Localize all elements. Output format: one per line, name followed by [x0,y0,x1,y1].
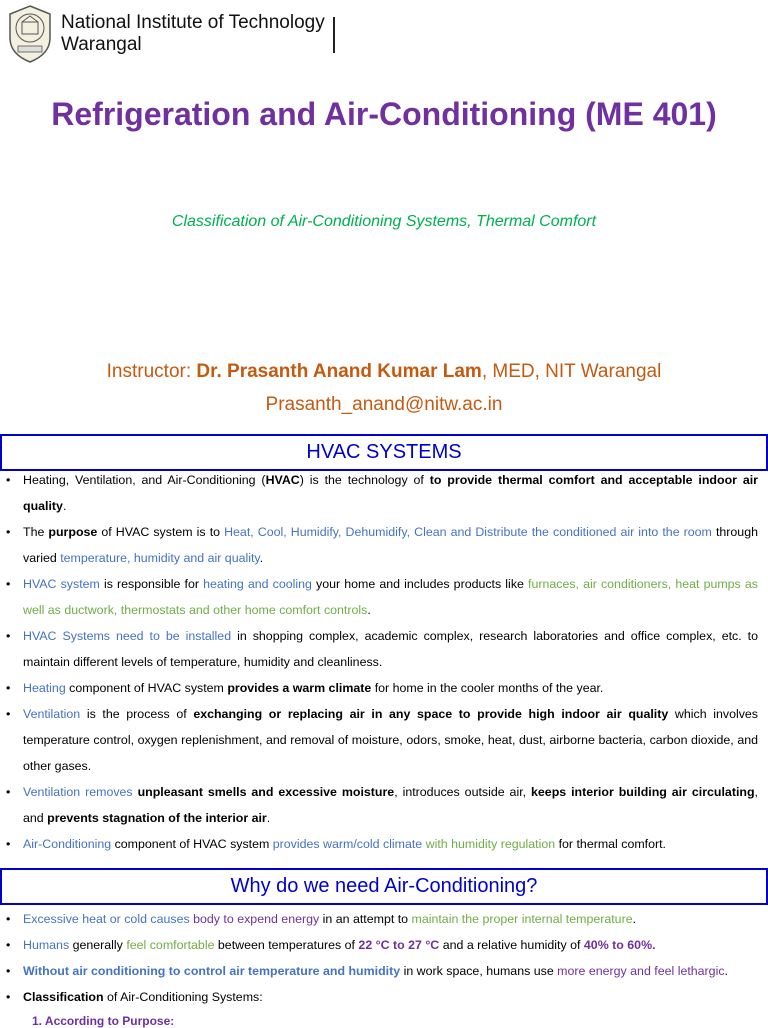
list-item: • Ventilation is the process of exchanging or replacing air in any space to provide high indoor air quality which involves temperature control, oxygen replenishment, and removal of moisture, odors, smoke, heat, dust, airborne bacteria, carbon dioxide, and other gases. [0,701,768,779]
bullet-icon: • [6,990,11,1004]
why-ac-heading: Why do we need Air-Conditioning? [0,868,768,905]
instructor-prefix: Instructor: [106,361,197,382]
page-title: Refrigeration and Air-Conditioning (ME 401) [51,96,717,132]
bullet-icon: • [6,577,11,591]
header-divider [333,17,335,53]
header [0,0,768,70]
sub-list-item: 1. According to Purpose: [32,1014,175,1028]
institute-line1: National Institute of Technology [61,12,325,33]
instructor-line [0,361,768,383]
list-item: • Heating, Ventilation, and Air-Conditioning (HVAC) is the technology of to provide thermal comfort and acceptable indoor air quality. [0,467,768,519]
instructor-email: Prasanth_anand@nitw.ac.in [265,394,503,415]
hvac-bullet-list [0,467,768,857]
list-item: • HVAC Systems need to be installed in shopping complex, academic complex, research laboratories and office complex, etc. to maintain different levels of temperature, humidity and cleanliness. [0,623,768,675]
hvac-heading: HVAC SYSTEMS [0,434,768,471]
institute-line2: Warangal [61,34,142,55]
instructor-suffix: , MED, NIT Warangal [481,361,662,382]
subtitle: Classification of Air-Conditioning Systems, Thermal Comfort [171,213,597,230]
bullet-icon: • [6,938,11,952]
bullet-icon: • [6,681,11,695]
bullet-icon: • [6,964,11,978]
list-item: • Air-Conditioning component of HVAC system provides warm/cold climate with humidity regulation for thermal comfort. [0,831,768,857]
nitw-emblem-icon [6,4,54,64]
why-ac-bullet-list [0,906,768,1010]
list-item: • The purpose of HVAC system is to Heat, Cool, Humidify, Dehumidify, Clean and Distribute the conditioned air into the room through varied temperature, humidity and air quality. [0,519,768,571]
bullet-icon: • [6,525,11,539]
bullet-icon: • [6,785,11,799]
list-item: • Humans generally feel comfortable between temperatures of 22 °C to 27 °C and a relative humidity of 40% to 60%. [0,932,768,958]
list-item: • Excessive heat or cold causes body to expend energy in an attempt to maintain the proper internal temperature. [0,906,768,932]
list-item: • Heating component of HVAC system provides a warm climate for home in the cooler months of the year. [0,675,768,701]
list-item: • Without air conditioning to control air temperature and humidity in work space, humans use more energy and feel lethargic. [0,958,768,984]
bullet-icon: • [6,837,11,851]
bullet-icon: • [6,707,11,721]
instructor-name: Dr. Prasanth Anand Kumar Lam [196,361,482,382]
bullet-icon: • [6,629,11,643]
institute-name [61,12,325,56]
list-item: • Classification of Air-Conditioning Systems: [0,984,768,1010]
bullet-icon: • [6,473,11,487]
bullet-icon: • [6,912,11,926]
list-item: • HVAC system is responsible for heating and cooling your home and includes products like furnaces, air conditioners, heat pumps as well as ductwork, thermostats and other home comfort controls. [0,571,768,623]
list-item: • Ventilation removes unpleasant smells and excessive moisture, introduces outside air, keeps interior building air circulating, and prevents stagnation of the interior air. [0,779,768,831]
